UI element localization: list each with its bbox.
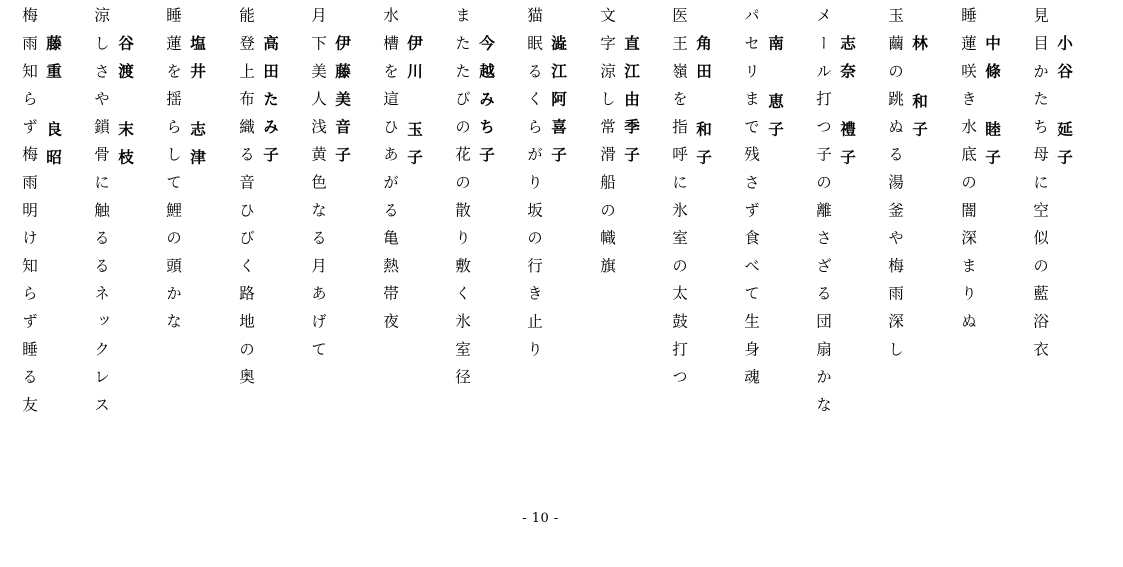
haiku-entry <box>741 0 813 500</box>
haiku-entry <box>524 0 596 500</box>
haiku-text: 涼しさや鎖骨に触るるネックレス <box>92 7 110 424</box>
author-name: 小谷 延子 <box>1055 35 1073 177</box>
author-name: 林 和子 <box>910 35 928 149</box>
haiku-entry <box>308 0 380 500</box>
author-name: 塩井 志津 <box>188 35 206 177</box>
haiku-text: 水槽を這ひあがる亀熱帯夜 <box>381 7 399 341</box>
author-name: 南 恵子 <box>766 35 784 149</box>
author-name: 中條 睦子 <box>983 35 1001 177</box>
author-name: 谷渡 末枝 <box>116 35 134 177</box>
haiku-entry <box>1030 0 1102 500</box>
author-name: 伊川 玉子 <box>405 35 423 177</box>
haiku-text: 玉繭の跳ぬる湯釜や梅雨深し <box>886 7 904 369</box>
haiku-text: 見目かたち母に空似の藍浴衣 <box>1031 7 1049 369</box>
haiku-entry <box>597 0 669 500</box>
haiku-text: 医王嶺を指呼に氷室の太鼓打つ <box>670 7 688 397</box>
page-number: - 10 - <box>522 511 559 526</box>
haiku-entry <box>19 0 91 500</box>
haiku-text: パセリまで残さず食べて生身魂 <box>742 7 760 397</box>
haiku-text: メール打つ子の離さざる団扇かな <box>814 7 832 424</box>
author-name: 藤重 良昭 <box>44 35 62 177</box>
haiku-text: 梅雨知らず梅雨明け知らず睡る友 <box>20 7 38 424</box>
haiku-entry <box>236 0 308 500</box>
haiku-entry <box>958 0 1030 500</box>
haiku-entry <box>669 0 741 500</box>
haiku-entry <box>885 0 957 500</box>
haiku-text: 睡蓮咲き水底の闇深まりぬ <box>959 7 977 341</box>
haiku-text: 能登上布織る音ひびく路地の奥 <box>237 7 255 397</box>
haiku-text: 月下美人浅黄色なる月あげて <box>309 7 327 369</box>
haiku-entry <box>813 0 885 500</box>
author-name: 今越みち子 <box>477 35 495 174</box>
author-name: 直江由季子 <box>622 35 640 174</box>
haiku-entry <box>163 0 235 500</box>
haiku-text: またたびの花の散り敷く氷室径 <box>453 7 471 397</box>
author-name: 伊藤美音子 <box>333 35 351 174</box>
haiku-entry <box>380 0 452 500</box>
haiku-text: 睡蓮を揺らして鯉の頭かな <box>164 7 182 341</box>
haiku-text: 猫眠るくらがり坂の行き止り <box>525 7 543 369</box>
author-name: 高田たみ子 <box>261 35 279 174</box>
author-name: 澁江阿喜子 <box>549 35 567 174</box>
haiku-entry <box>91 0 163 500</box>
haiku-entry <box>452 0 524 500</box>
author-name: 角田 和子 <box>694 35 712 177</box>
author-name: 志奈 禮子 <box>838 35 856 177</box>
haiku-text: 文字涼し常滑船の幟旗 <box>598 7 616 285</box>
